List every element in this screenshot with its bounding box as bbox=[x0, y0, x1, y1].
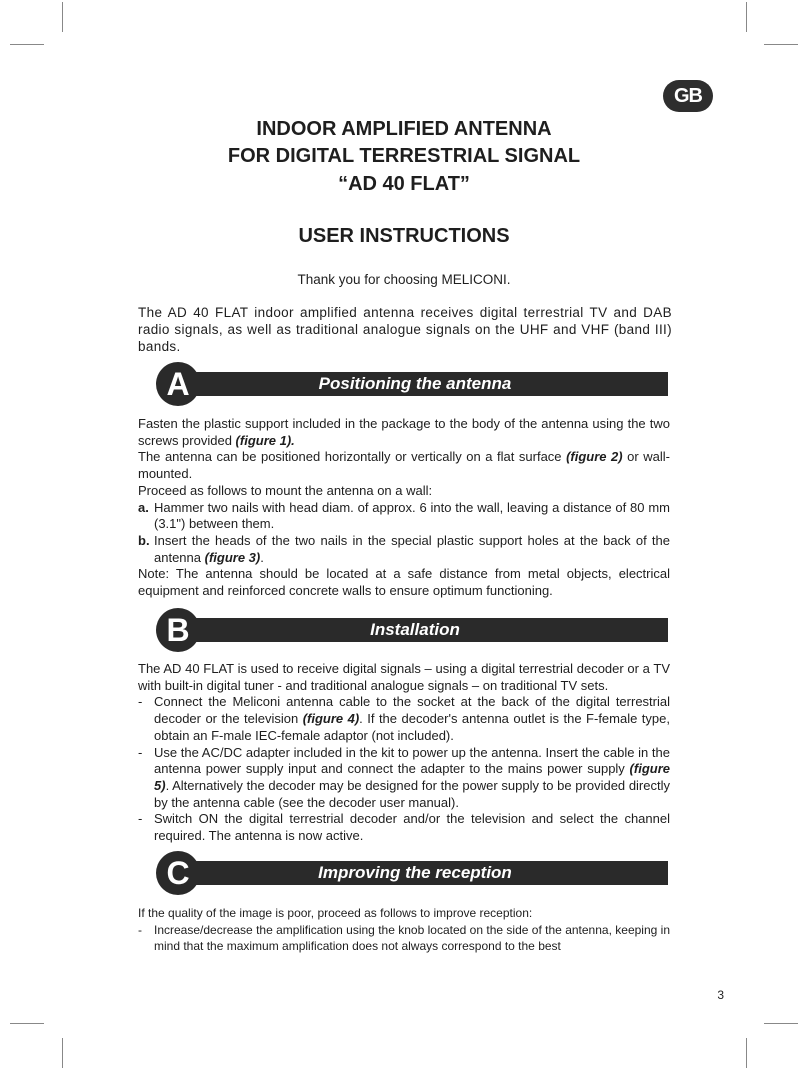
figure-ref: (figure 2) bbox=[566, 449, 623, 465]
paragraph: Fasten the plastic support included in the package to the body of the antenna using the two screws provided (figure 1). bbox=[138, 416, 670, 448]
list-marker: b. bbox=[138, 532, 150, 548]
section-c-body bbox=[138, 905, 670, 955]
paragraph: The AD 40 FLAT is used to receive digital signals – using a digital terrestrial decoder or a TV with built-in digital tuner - and traditional analogue signals – on traditional TV sets. bbox=[138, 661, 670, 693]
note-paragraph: Note: The antenna should be located at a safe distance from metal objects, electrical equipment and reinforced concrete walls to ensure optimum functioning. bbox=[138, 566, 670, 599]
section-a-letter: A bbox=[156, 362, 200, 406]
title-line-1: INDOOR AMPLIFIED ANTENNA bbox=[256, 118, 552, 140]
intro-paragraph: The AD 40 FLAT indoor amplified antenna receives digital terrestrial TV and DAB radio signals, as well as traditional analogue signals on the UHF and VHF (band III) bands. bbox=[138, 305, 672, 354]
section-c-header bbox=[138, 855, 668, 891]
list-item bbox=[138, 745, 670, 812]
section-c-title: Improving the reception bbox=[318, 863, 512, 882]
list-marker: - bbox=[138, 811, 143, 827]
list-text: Increase/decrease the amplification using the knob located on the side of the antenna, keeping in mind that the maximum amplification does not always correspond to the best bbox=[154, 922, 670, 954]
section-a-header bbox=[138, 366, 668, 402]
paragraph: Proceed as follows to mount the antenna on a wall: bbox=[138, 482, 433, 498]
title-line-3: “AD 40 FLAT” bbox=[338, 173, 470, 195]
page-number: 3 bbox=[717, 988, 724, 1002]
figure-ref: (figure 5) bbox=[154, 761, 670, 793]
crop-mark bbox=[10, 1023, 44, 1024]
figure-ref: (figure 4) bbox=[302, 711, 360, 727]
list-marker: a. bbox=[138, 499, 149, 515]
crop-mark bbox=[10, 44, 44, 45]
section-b-letter: B bbox=[156, 608, 200, 652]
list-marker: - bbox=[138, 694, 143, 710]
crop-mark bbox=[62, 1038, 63, 1068]
title-line-2: FOR DIGITAL TERRESTRIAL SIGNAL bbox=[227, 145, 581, 167]
crop-mark bbox=[62, 2, 63, 32]
list-item bbox=[138, 694, 670, 744]
list-text: Hammer two nails with head diam. of approx. 6 into the wall, leaving a distance of 80 mm (3.1") between them. bbox=[154, 499, 670, 532]
section-a-body bbox=[138, 416, 670, 600]
paragraph: The antenna can be positioned horizontally or vertically on a flat surface (figure 2) or wall-mounted. bbox=[138, 449, 670, 482]
section-b-body bbox=[138, 661, 670, 845]
crop-mark bbox=[764, 44, 798, 45]
list-text: Connect the Meliconi antenna cable to the socket at the back of the digital terrestrial decoder or the television (figure 4). If the decoder's antenna outlet is the F-female type, obtain an F-male IEC-female adaptor (not included). bbox=[154, 694, 670, 743]
list-item bbox=[138, 922, 670, 955]
list-marker: - bbox=[138, 744, 143, 760]
paragraph: If the quality of the image is poor, proceed as follows to improve reception: bbox=[138, 906, 533, 920]
figure-ref: (figure 1). bbox=[235, 432, 295, 448]
section-b-title: Installation bbox=[370, 620, 460, 639]
section-c-letter: C bbox=[156, 851, 200, 895]
list-text: Use the AC/DC adapter included in the kit to power up the antenna. Insert the cable in the antenna power supply input and connect the adapter to the mains power supply (figure 5). Alternatively the decoder may be designed for the power supply to be provided directly by the antenna cable (see the decoder user manual). bbox=[154, 744, 670, 810]
thanks-text: Thank you for choosing MELICONI. bbox=[297, 272, 511, 287]
section-a-title: Positioning the antenna bbox=[318, 374, 512, 393]
list-marker: - bbox=[138, 922, 142, 937]
crop-mark bbox=[746, 1038, 747, 1068]
crop-mark bbox=[746, 2, 747, 32]
list-item bbox=[138, 500, 670, 533]
list-text: Insert the heads of the two nails in the special plastic support holes at the back of the antenna (figure 3). bbox=[154, 532, 670, 565]
language-badge: GB bbox=[663, 80, 713, 112]
section-b-header bbox=[138, 612, 668, 648]
list-item bbox=[138, 533, 670, 566]
list-text: Switch ON the digital terrestrial decoder and/or the television and select the channel required. The antenna is now active. bbox=[154, 811, 670, 844]
figure-ref: (figure 3) bbox=[204, 549, 261, 565]
crop-mark bbox=[764, 1023, 798, 1024]
page-subtitle: USER INSTRUCTIONS bbox=[298, 225, 510, 247]
list-item bbox=[138, 811, 670, 844]
